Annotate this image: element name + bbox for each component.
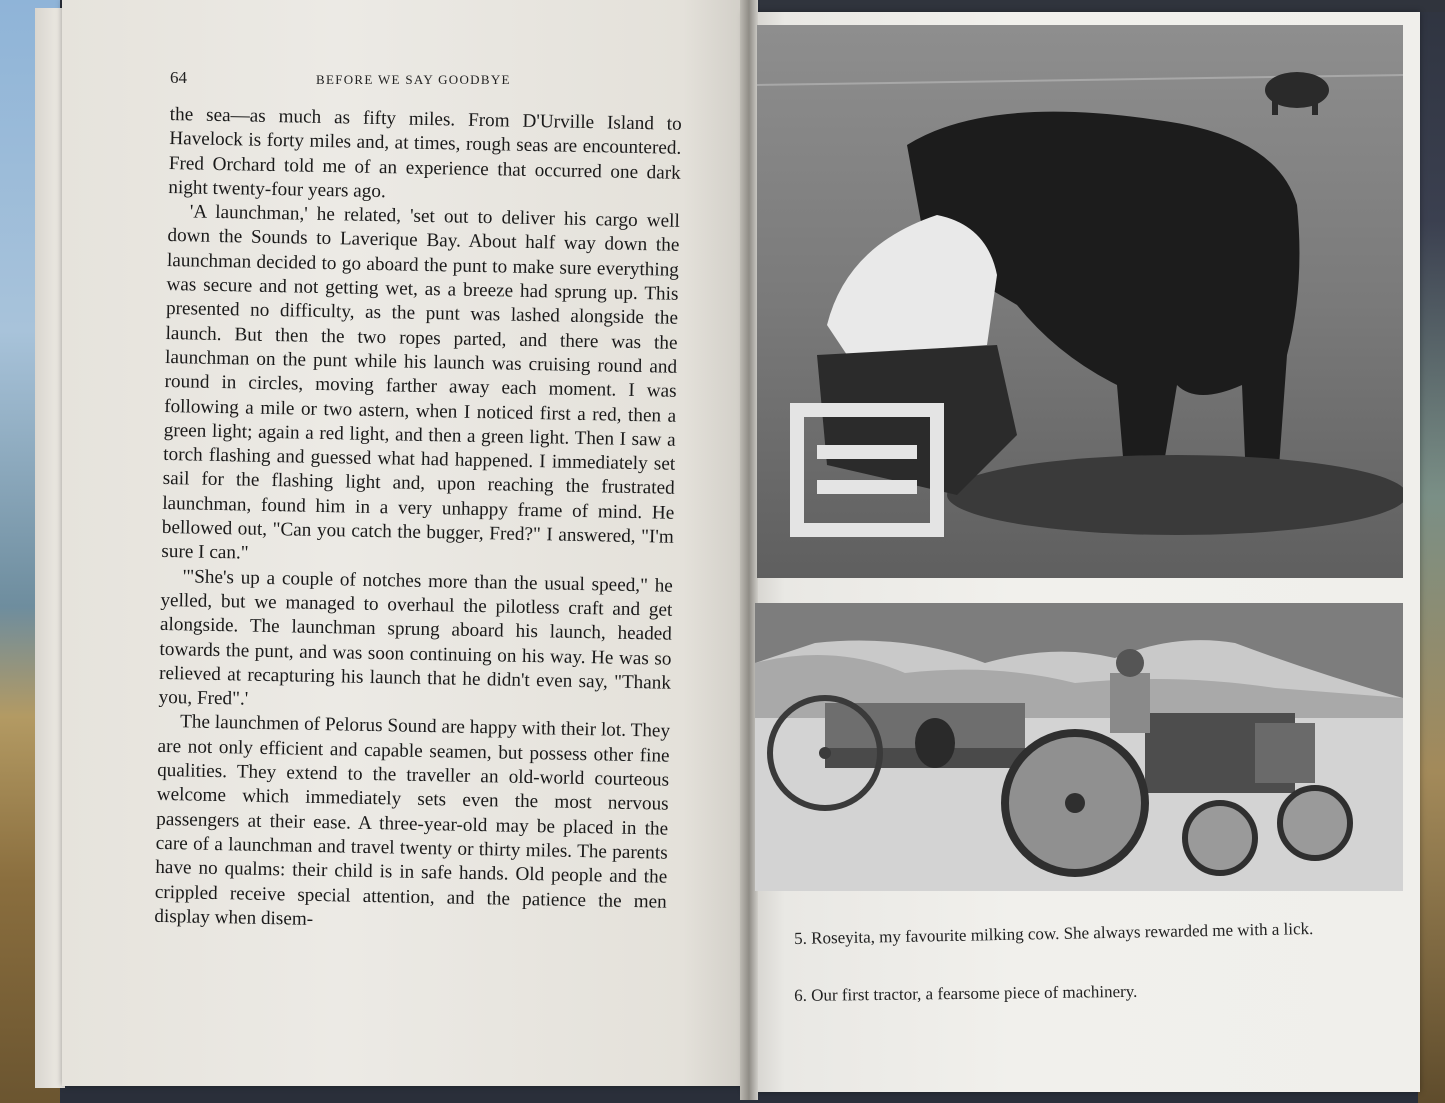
book-gutter — [740, 0, 758, 1100]
background-top — [760, 0, 1445, 12]
photo-cow-illustration — [757, 25, 1403, 578]
photo-tractor-illustration — [755, 603, 1403, 891]
paragraph-1: the sea—as much as fifty miles. From D'Urville Island to Havelock is forty miles and, at times, rough seas are encountered. Fred Orchard told me of an experience that occurred one dark night twenty-four years ago. — [168, 103, 682, 203]
running-head: BEFORE WE SAY GOODBYE — [316, 72, 511, 87]
photo-milking-cow — [757, 25, 1403, 578]
paragraph-3: '"She's up a couple of notches more than the usual speed," he yelled, but we managed to overhaul the pilotless craft and get alongside. The launchman sprung aboard his launch, headed towards the punt, and was soon continuing on his way. He was so relieved at recapturing his launch that he didn't even say, "Thank you, Fred".' — [158, 565, 674, 710]
background-right — [1418, 0, 1445, 1103]
paragraph-4: The launchmen of Pelorus Sound are happy with their lot. They are not only efficient and capable seamen, but possess other fine qualities. They extend to the traveller an old-world courteous welcome which immediately sets even the most nervous passengers at their ease. A three-year-old may be placed in the care of a launchman and travel twenty or thirty miles. The parents have no qualms: their child is in safe hands. Old people and the crippled receive special attention, and the patience the men display when disem- — [154, 711, 671, 930]
caption-photo-6: 6. Our first tractor, a fearsome piece of machinery. — [794, 981, 1138, 1005]
left-page-edge — [35, 8, 65, 1088]
caption-photo-5: 5. Roseyita, my favourite milking cow. She always rewarded me with a lick. — [794, 919, 1314, 948]
photo-tractor — [755, 603, 1403, 891]
paragraph-2: 'A launchman,' he related, 'set out to deliver his cargo well down the Sounds to Laverique Bay. About half way down the launchman decided to go aboard the punt to make sure everything was secure and not getting wet, as a breeze had sprung up. This presented no difficulty, as the punt was lashed alongside the launch. But then the two ropes parted, and there was the launchman on the punt while his launch was cruising round and round in circles, moving farther away each moment. I was following a mile or two astern, when I noticed first a red, then a green light; again a red light, and then a green light. Then I saw a torch flashing and guessed what had happened. I immediately set sail for the flashing light and, upon reaching the frustrated launchman, found him in a very unhappy frame of mind. He bellowed out, "Can you catch the bugger, Fred?" I answered, "I'm sure I can." — [161, 201, 681, 564]
page-number: 64 — [170, 68, 187, 87]
body-text — [154, 103, 682, 939]
